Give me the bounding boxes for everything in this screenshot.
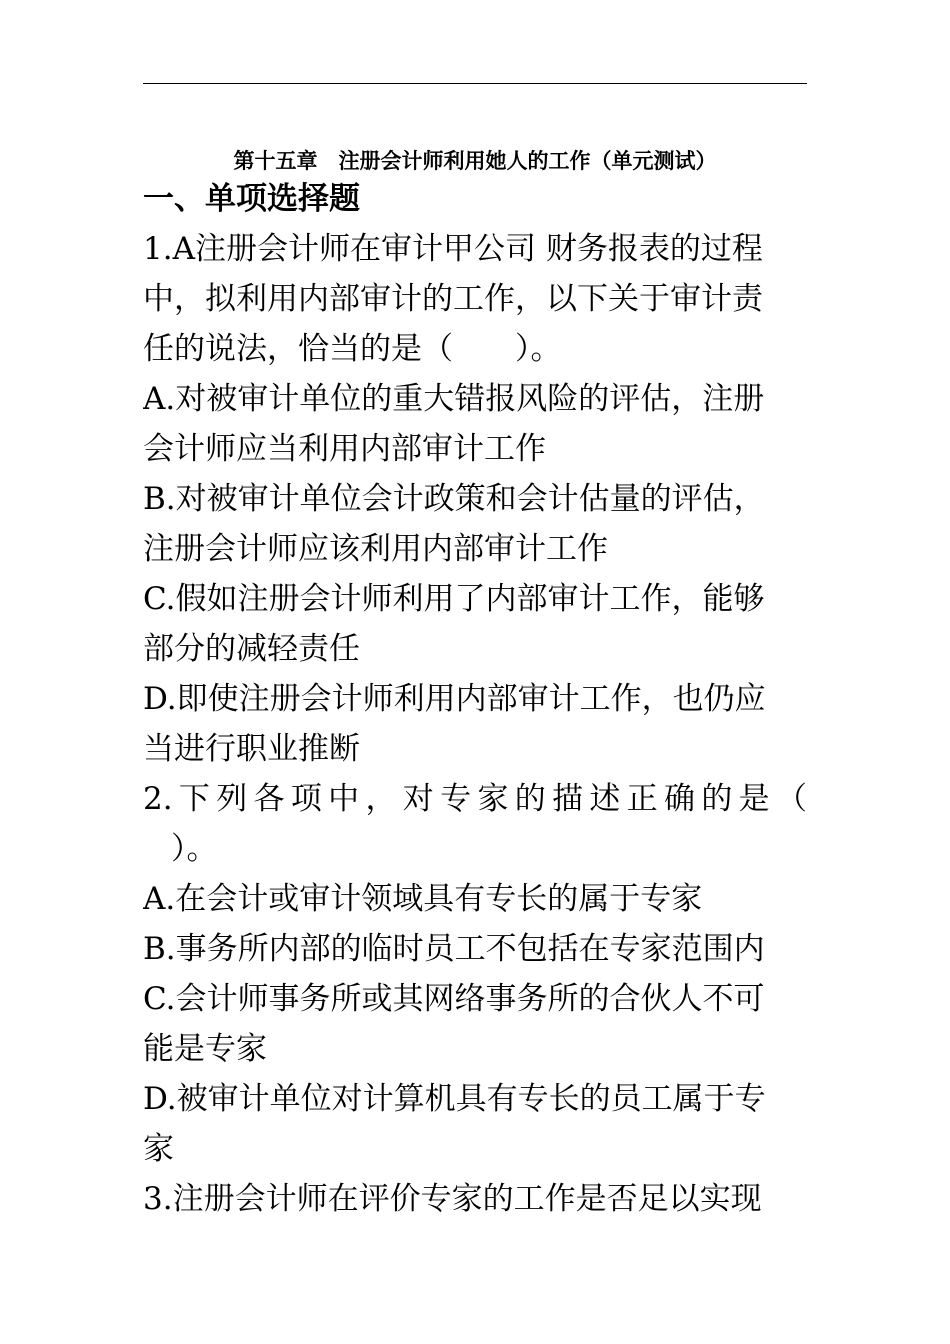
question-2-line-1: 2.下列各项中，对专家的描述正确的是（ <box>143 781 807 817</box>
q2-option-d-line-2: 家 <box>143 1131 174 1167</box>
q1-option-d-line-2: 当进行职业推断 <box>143 731 360 767</box>
q2-option-b: B.事务所内部的临时员工不包括在专家范围内 <box>143 931 765 967</box>
q2-option-a: A.在会计或审计领域具有专长的属于专家 <box>143 881 703 917</box>
document-body <box>143 174 807 1224</box>
q1-option-c-line-2: 部分的减轻责任 <box>143 631 360 667</box>
q1-option-a-line-2: 会计师应当利用内部审计工作 <box>143 431 546 467</box>
q1-option-b-line-2: 注册会计师应该利用内部审计工作 <box>143 531 608 567</box>
question-3-line-1: 3.注册会计师在评价专家的工作是否足以实现 <box>143 1181 762 1217</box>
question-1-line-2: 中，拟利用内部审计的工作，以下关于审计责 <box>143 281 763 317</box>
chapter-title: 第十五章 注册会计师利用她人的工作（单元测试） <box>233 148 717 173</box>
q1-option-b-line-1: B.对被审计单位会计政策和会计估量的评估， <box>143 481 765 517</box>
q2-option-d-line-1: D.被审计单位对计算机具有专长的员工属于专 <box>143 1081 766 1117</box>
q2-option-c-line-1: C.会计师事务所或其网络事务所的合伙人不可 <box>143 981 765 1017</box>
q1-option-a-line-1: A.对被审计单位的重大错报风险的评估，注册 <box>143 381 765 417</box>
header-rule <box>143 83 807 84</box>
question-1-line-3: 任的说法，恰当的是（ ）。 <box>143 331 562 367</box>
q1-option-d-line-1: D.即使注册会计师利用内部审计工作，也仍应 <box>143 681 766 717</box>
section-heading: 一、单项选择题 <box>143 181 360 217</box>
question-2-line-2: ）。 <box>171 831 218 867</box>
q2-option-c-line-2: 能是专家 <box>143 1031 267 1067</box>
q1-option-c-line-1: C.假如注册会计师利用了内部审计工作，能够 <box>143 581 765 617</box>
question-1-line-1: 1.A注册会计师在审计甲公司 财务报表的过程 <box>143 231 763 267</box>
